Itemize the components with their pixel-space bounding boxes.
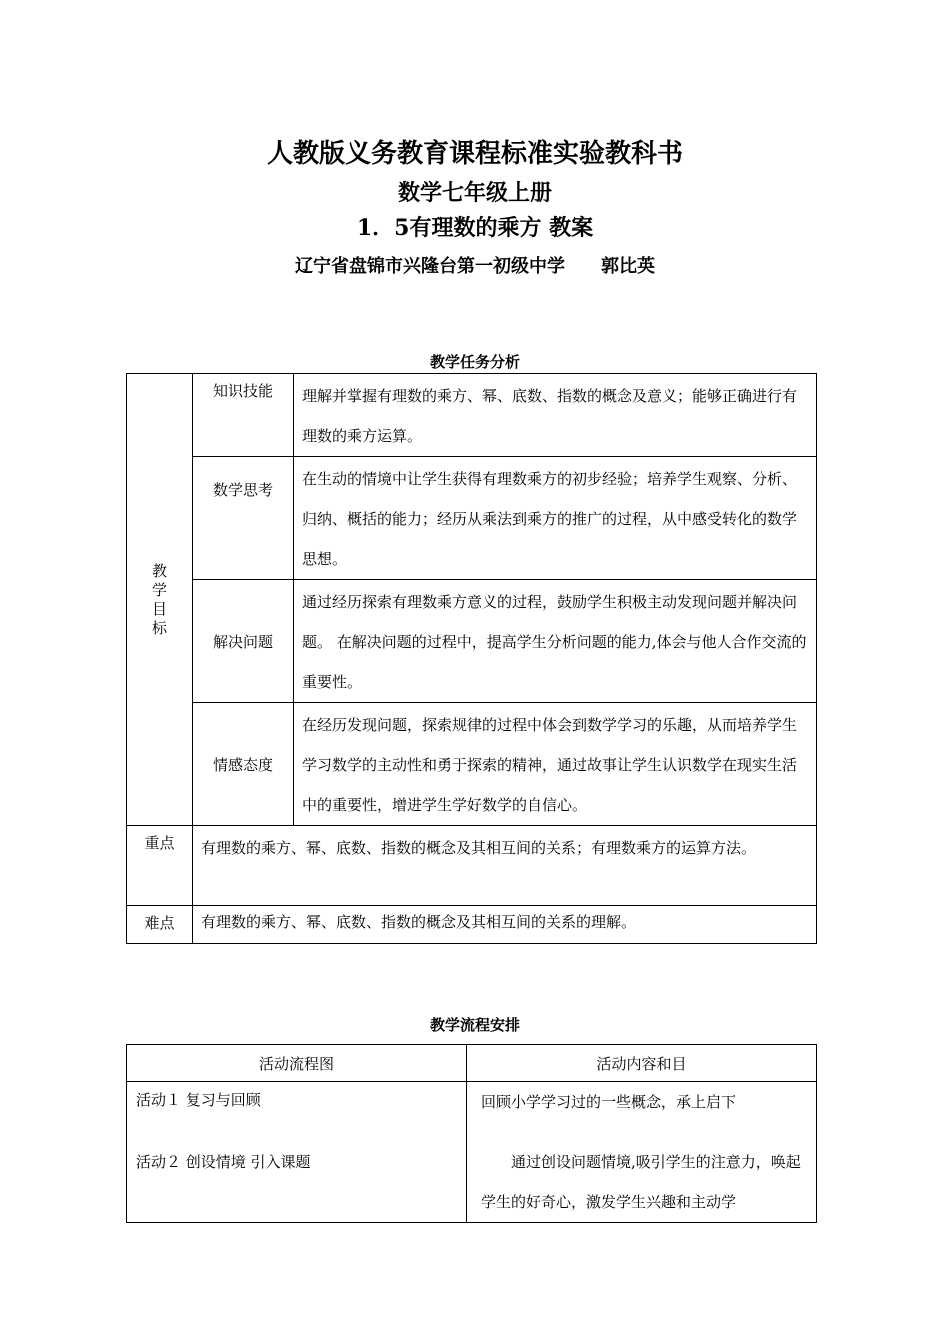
table-row	[127, 1082, 817, 1223]
flow-title: 教学流程安排	[429, 1016, 520, 1034]
activity-name: 活动１ 复习与回顾	[136, 1091, 261, 1109]
category-char: 目	[151, 599, 167, 618]
table-row	[127, 580, 817, 703]
category-char: 标	[151, 618, 167, 637]
row-label: 数学思考	[193, 457, 294, 580]
lesson-title: 1．5有理数的乘方 教案	[356, 215, 594, 241]
school-name: 辽宁省盘锦市兴隆台第一初级中学	[295, 256, 565, 277]
table-row	[127, 457, 817, 580]
author-line	[0, 252, 950, 278]
table-row	[127, 906, 817, 944]
table-row	[127, 1045, 817, 1082]
task-analysis-table	[126, 373, 817, 944]
col-header-content: 活动内容和目	[467, 1045, 817, 1082]
author-name: 郭比英	[601, 256, 655, 277]
document-subtitle: 数学七年级上册	[397, 180, 552, 206]
difficulty-label: 难点	[127, 906, 193, 944]
key-point-label: 重点	[127, 826, 193, 906]
activity-contents-cell	[467, 1082, 817, 1223]
table-row	[127, 374, 817, 457]
activity-content: 通过创设问题情境,吸引学生的注意力，唤起学生的好奇心，激发学生兴趣和主动学	[481, 1153, 801, 1211]
row-content: 在生动的情境中让学生获得有理数乘方的初步经验；培养学生观察、分析、归纳、概括的能力；经历从乘法到乘方的推广的过程，从中感受转化的数学思想。	[294, 457, 817, 580]
col-header-flow: 活动流程图	[127, 1045, 467, 1082]
document-title: 人教版义务教育课程标准实验教科书	[266, 139, 683, 169]
table-row	[127, 826, 817, 906]
row-label: 情感态度	[193, 703, 294, 826]
flow-table	[126, 1044, 817, 1223]
row-label: 解决问题	[193, 580, 294, 703]
category-char: 教	[151, 561, 167, 580]
row-content: 通过经历探索有理数乘方意义的过程，鼓励学生积极主动发现问题并解决问题。 在解决问题的过程中，提高学生分析问题的能力,体会与他人合作交流的重要性。	[294, 580, 817, 703]
activity-names-cell	[127, 1082, 467, 1223]
category-char: 学	[151, 580, 167, 599]
category-cell	[127, 374, 193, 826]
row-label: 知识技能	[193, 374, 294, 457]
activity-content: 回顾小学学习过的一些概念，承上启下	[481, 1093, 737, 1111]
row-content: 理解并掌握有理数的乘方、幂、底数、指数的概念及意义；能够正确进行有理数的乘方运算。	[294, 374, 817, 457]
table-row	[127, 703, 817, 826]
row-content: 在经历发现问题，探索规律的过程中体会到数学学习的乐趣，从而培养学生学习数学的主动性和勇于探索的精神，通过故事让学生认识数学在现实生活中的重要性，增进学生学好数学的自信心。	[294, 703, 817, 826]
activity-name: 活动２ 创设情境 引入课题	[136, 1153, 311, 1171]
task-analysis-title: 教学任务分析	[429, 353, 520, 371]
difficulty-content: 有理数的乘方、幂、底数、指数的概念及其相互间的关系的理解。	[193, 906, 817, 944]
key-point-content: 有理数的乘方、幂、底数、指数的概念及其相互间的关系；有理数乘方的运算方法。	[193, 826, 817, 906]
